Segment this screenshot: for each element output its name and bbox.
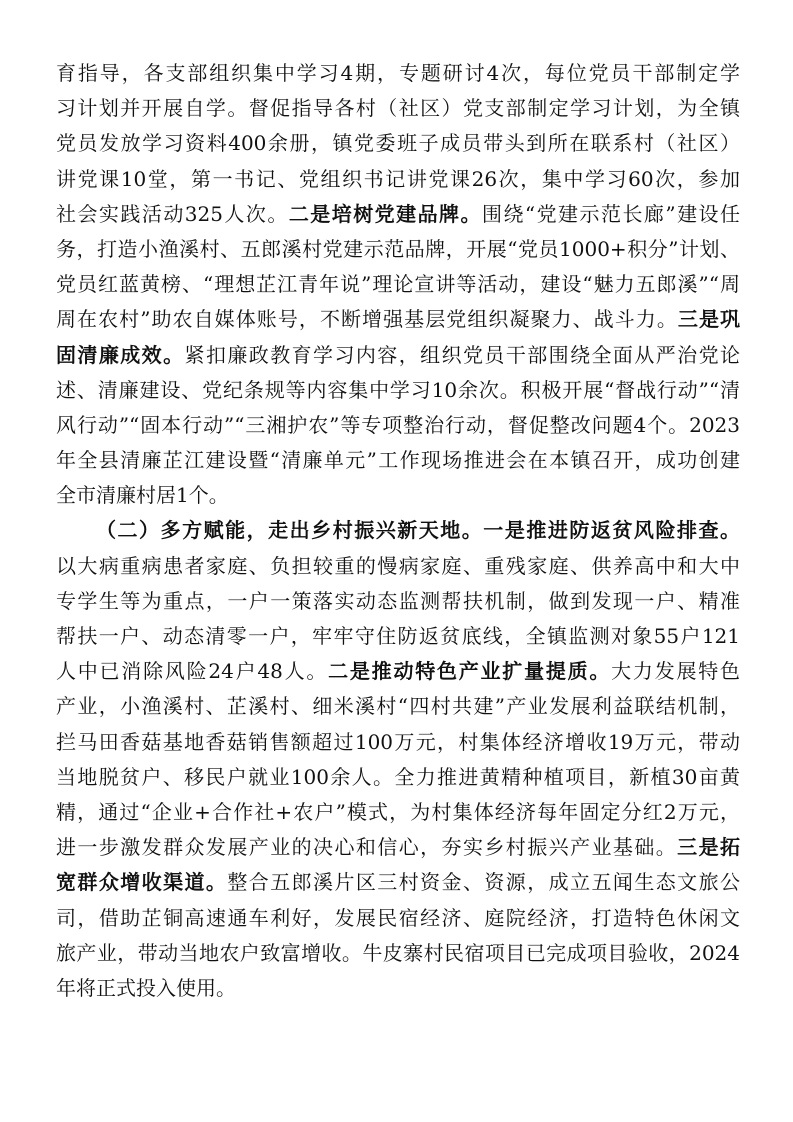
text-line [56,302,740,337]
document-body [56,56,740,1006]
bold-text-segment: 三是拓 [677,835,741,860]
text-line [56,901,740,936]
bold-text-segment: （二）多方赋能，走出乡村振兴新天地。一是推进防返贫风险排查。 [96,518,740,543]
text-segment: 精，通过“企业+合作社+农户”模式，为村集体经济每年固定分红2万元， [56,799,740,824]
text-segment: 当地脱贫户、移民户就业100余人。全力推进黄精种植项目，新植30亩黄 [56,764,740,789]
text-segment: 司，借助芷铜高速通车利好，发展民宿经济、庭院经济，打造特色休闲文 [56,905,740,930]
text-segment: 帮扶一户、动态清零一户，牢牢守住防返贫底线，全镇监测对象55户121 [56,624,740,648]
bold-text-segment: 固清廉成效。 [56,342,185,367]
text-segment: 整合五郎溪片区三村资金、资源，成立五闻生态文旅公 [227,870,741,895]
text-line [56,654,740,689]
text-segment: 述、清廉建设、党纪条规等内容集中学习10余次。积极开展“督战行动”“清 [56,377,740,402]
text-segment: 党员发放学习资料400余册，镇党委班子成员带头到所在联系村（社区） [56,131,740,156]
bold-text-segment: 宽群众增收渠道。 [56,870,228,895]
text-segment: 讲党课10堂，第一书记、党组织书记讲党课26次，集中学习60次，参加 [56,166,740,191]
text-segment: 紧扣廉政教育学习内容，组织党员干部围绕全面从严治党论 [184,342,741,367]
text-line [56,373,740,408]
text-segment: 大力发展特色 [611,659,741,684]
text-segment: 全市清廉村居1个。 [56,483,229,508]
text-segment: 旅产业，带动当地农户致富增收。牛皮寨村民宿项目已完成项目验收，2024 [56,940,740,965]
text-line [56,162,740,197]
text-segment: 年将正式投入使用。 [56,975,236,1000]
text-line [56,865,740,900]
text-line [56,232,740,267]
text-segment: 产业，小渔溪村、芷溪村、细米溪村“四村共建”产业发展利益联结机制， [56,694,740,719]
text-line [56,513,740,548]
text-line [56,795,740,830]
text-segment: 拦马田香菇基地香菇销售额超过100万元，村集体经济增收19万元，带动 [56,729,740,754]
text-line [56,126,740,161]
text-line [56,584,740,619]
text-line [56,971,740,1006]
bold-text-segment: 二是培树党建品牌。 [288,201,482,226]
text-segment: 务，打造小渔溪村、五郎溪村党建示范品牌，开展“党员1000+积分”计划、 [56,236,740,261]
text-line [56,197,740,232]
text-line [56,689,740,724]
bold-text-segment: 二是推动特色产业扩量提质。 [328,659,612,684]
text-line [56,267,740,302]
text-segment: 党员红蓝黄榜、“理想芷江青年说”理论宣讲等活动，建设“魅力五郎溪”“周 [56,272,740,297]
text-line [56,760,740,795]
text-segment: 育指导，各支部组织集中学习4期，专题研讨4次，每位党员干部制定学 [56,61,740,85]
text-segment: 周在农村”助农自媒体账号，不断增强基层党组织凝聚力、战斗力。 [56,307,678,332]
text-line [56,549,740,584]
text-line [56,936,740,971]
text-segment: 人中已消除风险24户48人。 [56,659,329,684]
text-line [56,619,740,654]
text-line [56,338,740,373]
text-segment: 年全县清廉芷江建设暨“清廉单元”工作现场推进会在本镇召开，成功创建 [56,448,740,473]
bold-text-segment: 三是巩 [677,307,741,332]
text-line [56,830,740,865]
text-segment: 围绕“党建示范长廊”建设任 [481,201,740,226]
text-segment: 社会实践活动325人次。 [56,201,289,226]
text-segment: 习计划并开展自学。督促指导各村（社区）党支部制定学习计划，为全镇 [56,96,740,121]
text-line [56,56,740,91]
text-line [56,478,740,513]
text-line [56,408,740,443]
text-segment: 以大病重病患者家庭、负担较重的慢病家庭、重残家庭、供养高中和大中 [56,553,740,578]
text-segment: 专学生等为重点，一户一策落实动态监测帮扶机制，做到发现一户、精准 [56,588,740,613]
text-line [56,725,740,760]
text-line [56,443,740,478]
text-segment: 风行动”“固本行动”“三湘护农”等专项整治行动，督促整改问题4个。2023 [56,412,740,437]
text-segment: 进一步激发群众发展产业的决心和信心，夯实乡村振兴产业基础。 [56,835,678,860]
text-line [56,91,740,126]
